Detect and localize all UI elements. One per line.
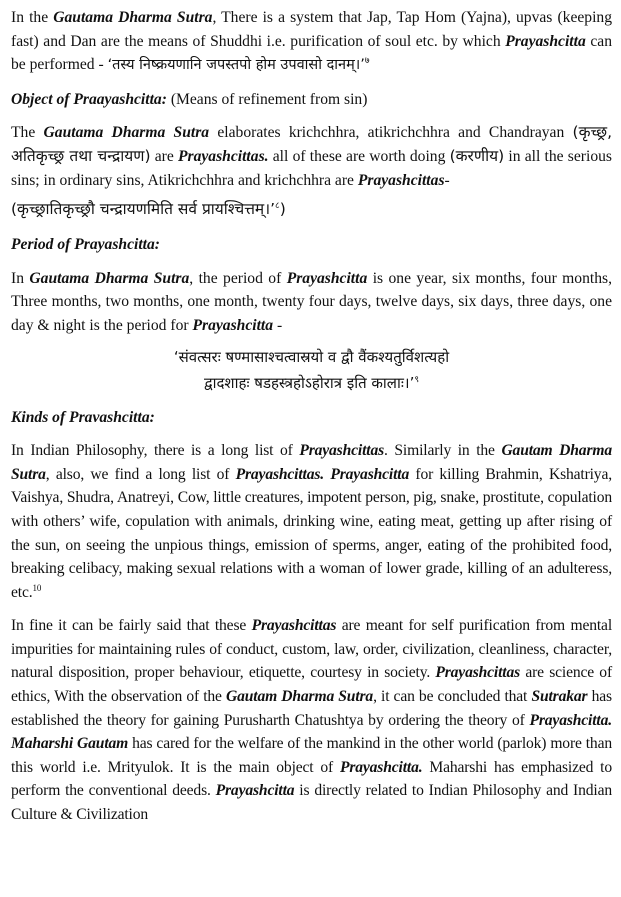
sanskrit-verse (11, 344, 612, 396)
emphasis: Prayashcitta (192, 316, 274, 334)
sanskrit-quote: (कृच्छ्रातिकृच्छ्रौ चन्द्रायणमिति सर्व प्रायश्चित्तम्।’ (11, 200, 276, 219)
paragraph-kinds: In Indian Philosophy, there is a long list of Prayashcittas. Similarly in the Gautam Dharma Sutra, also, we find a long list of Prayashcittas. Prayashcitta for killing Brahmin, Kshatriya, Vaishya, Shudra, Anatreyi, Cow, little creatures, impotent person, pig, snake, prostitute, copulation with others’ wife, copulation with animals, drinking wine, eating meat, getting up after rising of the sun, on seeing the unpious things, emission of sperms, anger, eating of the prohibited food, breaking celibacy, making sexual relations with a woman of lower grade, killing of an adulteress, etc.$^{10}$ (11, 442, 612, 601)
paragraph-means-of-shuddhi: In the Gautama Dharma Sutra, There is a system that Jap, Tap Hom (Yajna), upvas (keeping fast) and Dan are the means of Shuddhi i.e. purification of soul etc. by which Prayashcitta can be performed - ‘तस्य निष्क्रयणानि जपस्तपो होम उपवासो दानम्।’$^७$ (11, 9, 613, 74)
emphasis: Prayashcittas (357, 171, 445, 189)
heading-kinds: Kinds of Pravashcitta: (11, 408, 155, 426)
footnote-ref: ७ (364, 55, 370, 65)
emphasis: Prayashcittas (435, 664, 521, 682)
verse-line-1: ‘संवत्सरः षण्मासाश्चत्वास्रयो व द्वौ वैंकश्यतुर्विशत्यहो (173, 347, 450, 366)
emphasis: Prayashcittas. (178, 147, 269, 165)
emphasis: Gautama Dharma Sutra (29, 269, 190, 287)
emphasis: Prayashcitta. Maharshi Gautam (11, 711, 612, 753)
emphasis: Prayashcitta (505, 32, 586, 50)
paragraph-conclusion: In fine it can be fairly said that these Prayashcittas are meant for self purification from mental impurities for maintaining rules of conduct, custom, law, order, civilization, cleanliness, character, natural disposition, proper behaviour, etiquette, courtesy in society. Prayashcittas are science of ethics, With the observation of the Gautam Dharma Sutra, it can be concluded that Sutrakar has established the theory for gaining Purusharth Chatushtya by ordering the theory of Prayashcitta. Maharshi Gautam has cared for the welfare of the mankind in the other world (parlok) more than this world i.e. Mrityulok. It is the main object of Prayashcitta. Maharshi has emphasized to perform the conventional deeds. Prayashcitta is directly related to Indian Philosophy and Indian Culture & Civilization (11, 617, 612, 824)
emphasis: Prayashcittas (299, 442, 385, 460)
footnote-ref: ९ (414, 374, 420, 385)
emphasis: Prayashcitta (215, 782, 295, 800)
emphasis: Prayashcitta (286, 269, 368, 287)
emphasis: Prayashcittas. Prayashcitta (235, 465, 410, 483)
footnote-ref: ८ (275, 199, 280, 210)
emphasis: Gautam Dharma Sutra (226, 688, 374, 706)
emphasis: Gautam Dharma Sutra (11, 442, 612, 483)
paragraph-object: The Gautama Dharma Sutra elaborates krichchhra, atikrichchhra and Chandrayan (कृच्छ्र, अतिकृच्छ्र तथा चन्द्रायण) are Prayashcittas. all of these are worth doing (करणीय) in all the serious sins; in ordinary sins, Atikrichchhra and krichchhra are Prayashcittas- (11, 123, 612, 189)
heading-object-of-prayashcitta: Object of Praayashcitta: (Means of refinement from sin) (11, 90, 368, 108)
sanskrit-line: (कृच्छ्रातिकृच्छ्रौ चन्द्रायणमिति सर्व प्रायश्चित्तम्।’$^८$) (11, 199, 286, 219)
emphasis: Gautama Dharma Sutra (43, 124, 210, 142)
emphasis: Prayashcittas (251, 617, 337, 635)
heading-period: Period of Prayashcitta: (11, 236, 160, 254)
sanskrit-term: (करणीय) (449, 146, 505, 165)
sanskrit-terms: (कृच्छ्र, अतिकृच्छ्र तथा चन्द्रायण) (11, 123, 612, 165)
paragraph-period: In Gautama Dharma Sutra, the period of Prayashcitta is one year, six months, four months, Three months, two months, one month, twenty four days, twelve days, six days, three days, one day & night is the period for Prayashcitta - (11, 269, 612, 334)
emphasis: Sutrakar (531, 688, 588, 706)
footnote-ref: 10 (32, 582, 42, 593)
emphasis: Gautama Dharma Sutra (53, 9, 213, 26)
verse-line-2: द्वादशाहः षडहस्त्रहोऽहोरात्र इति कालाः।’$^९$ (203, 373, 420, 392)
sanskrit-quote: ‘तस्य निष्क्रयणानि जपस्तपो होम उपवासो दानम्।’ (107, 57, 365, 74)
emphasis: Prayashcitta. (339, 758, 423, 776)
